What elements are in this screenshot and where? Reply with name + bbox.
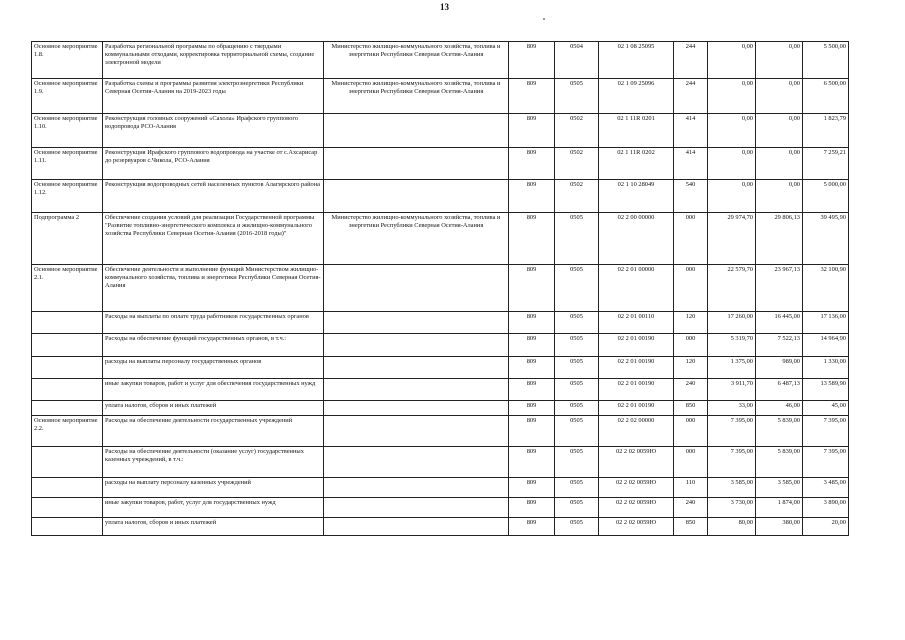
cell-status: Основное мероприятие 1.12.	[32, 180, 103, 213]
cell-status: Основное мероприятие 1.8.	[32, 42, 103, 79]
cell-y1: 0,00	[708, 79, 756, 114]
cell-y3: 17 136,00	[803, 312, 849, 334]
cell-rzpr: 0505	[555, 379, 599, 401]
cell-rzpr: 0505	[555, 213, 599, 265]
cell-rzpr: 0505	[555, 518, 599, 536]
cell-grbs: 809	[509, 265, 555, 312]
cell-status	[32, 334, 103, 357]
cell-y1: 0,00	[708, 148, 756, 180]
table-row	[32, 379, 849, 401]
cell-name: Расходы на выплаты по оплате труда работников государственных органов	[103, 312, 324, 334]
cell-executor	[324, 180, 509, 213]
cell-name: иные закупки товаров, работ, услуг для государственных нужд	[103, 498, 324, 518]
cell-executor	[324, 401, 509, 416]
cell-y3: 14 964,90	[803, 334, 849, 357]
table-row	[32, 312, 849, 334]
cell-grbs: 809	[509, 213, 555, 265]
cell-status	[32, 447, 103, 478]
cell-y2: 0,00	[756, 148, 803, 180]
cell-vr: 120	[674, 312, 708, 334]
table-row	[32, 518, 849, 536]
cell-y3: 32 100,90	[803, 265, 849, 312]
cell-grbs: 809	[509, 79, 555, 114]
cell-y3: 39 495,90	[803, 213, 849, 265]
cell-vr: 540	[674, 180, 708, 213]
cell-y3: 1 823,79	[803, 114, 849, 148]
table-row	[32, 478, 849, 498]
cell-y3: 45,00	[803, 401, 849, 416]
cell-name: расходы на выплаты персоналу государственных органов	[103, 357, 324, 379]
cell-csr: 02 2 02 00000	[599, 416, 674, 447]
cell-grbs: 809	[509, 379, 555, 401]
cell-csr: 02 2 01 00110	[599, 312, 674, 334]
cell-y3: 20,00	[803, 518, 849, 536]
cell-y1: 5 319,70	[708, 334, 756, 357]
cell-grbs: 809	[509, 518, 555, 536]
cell-vr: 414	[674, 114, 708, 148]
cell-y3: 3 485,00	[803, 478, 849, 498]
cell-grbs: 809	[509, 148, 555, 180]
cell-y1: 0,00	[708, 42, 756, 79]
cell-y2: 0,00	[756, 42, 803, 79]
cell-name: Реконструкция Ирафского группового водопровода на участке от с.Ахсарисар до резервуаров с.Чикола, РСО-Алания	[103, 148, 324, 180]
table-row	[32, 42, 849, 79]
table-row	[32, 498, 849, 518]
cell-executor	[324, 379, 509, 401]
cell-status	[32, 379, 103, 401]
cell-name: Разработка схемы и программы развития электроэнергетики Республики Северная Осетия-Алания на 2019-2023 годы	[103, 79, 324, 114]
cell-name: иные закупки товаров, работ и услуг для обеспечения государственных нужд	[103, 379, 324, 401]
cell-vr: 110	[674, 478, 708, 498]
cell-vr: 000	[674, 334, 708, 357]
cell-executor: Министерство жилищно-коммунального хозяйства, топлива и энергетики Республики Северная Осетия-Алания	[324, 213, 509, 265]
cell-executor	[324, 334, 509, 357]
cell-executor	[324, 265, 509, 312]
cell-y1: 7 395,00	[708, 416, 756, 447]
cell-csr: 02 2 02 0059Ю	[599, 447, 674, 478]
cell-vr: 000	[674, 213, 708, 265]
cell-grbs: 809	[509, 416, 555, 447]
table-row	[32, 447, 849, 478]
cell-rzpr: 0505	[555, 79, 599, 114]
cell-vr: 240	[674, 498, 708, 518]
cell-executor	[324, 447, 509, 478]
scan-speck	[543, 18, 545, 20]
cell-status: Основное мероприятие 2.1.	[32, 265, 103, 312]
cell-y2: 46,00	[756, 401, 803, 416]
page-number: 13	[440, 2, 449, 12]
cell-y1: 0,00	[708, 114, 756, 148]
cell-vr: 414	[674, 148, 708, 180]
cell-rzpr: 0505	[555, 416, 599, 447]
cell-name: Реконструкция головных сооружений «Сахола» Ирафского группового водопровода РСО-Алания	[103, 114, 324, 148]
cell-name: Расходы на обеспечение функций государственных органов, в т.ч.:	[103, 334, 324, 357]
cell-executor	[324, 357, 509, 379]
cell-vr: 120	[674, 357, 708, 379]
cell-status: Основное мероприятие 2.2.	[32, 416, 103, 447]
cell-grbs: 809	[509, 357, 555, 379]
cell-executor	[324, 312, 509, 334]
table-row	[32, 357, 849, 379]
cell-y1: 1 375,00	[708, 357, 756, 379]
cell-executor: Министерство жилищно-коммунального хозяйства, топлива и энергетики Республики Северная Осетия-Алания	[324, 79, 509, 114]
cell-csr: 02 2 02 0059Ю	[599, 498, 674, 518]
cell-y1: 80,00	[708, 518, 756, 536]
cell-csr: 02 2 01 00190	[599, 357, 674, 379]
cell-y2: 16 445,00	[756, 312, 803, 334]
cell-y3: 13 589,90	[803, 379, 849, 401]
cell-grbs: 809	[509, 478, 555, 498]
cell-vr: 850	[674, 518, 708, 536]
cell-csr: 02 1 11R 0201	[599, 114, 674, 148]
cell-csr: 02 1 11R 0202	[599, 148, 674, 180]
cell-name: Расходы на обеспечение деятельности (оказание услуг) государственных казенных учреждений, в т.ч.:	[103, 447, 324, 478]
cell-status: Подпрограмма 2	[32, 213, 103, 265]
cell-name: Реконструкция водопроводных сетей населенных пунктов Алагирского района	[103, 180, 324, 213]
cell-y1: 3 730,00	[708, 498, 756, 518]
cell-y1: 7 395,00	[708, 447, 756, 478]
cell-vr: 240	[674, 379, 708, 401]
cell-status	[32, 478, 103, 498]
cell-y2: 0,00	[756, 79, 803, 114]
cell-y3: 1 330,00	[803, 357, 849, 379]
cell-grbs: 809	[509, 498, 555, 518]
cell-rzpr: 0505	[555, 401, 599, 416]
cell-name: Обеспечение деятельности и выполнение функций Министерством жилищно-коммунального хозяйства, топлива и энергетики Республики Северная Осетия-Алания	[103, 265, 324, 312]
cell-csr: 02 2 02 0059Ю	[599, 518, 674, 536]
cell-y1: 3 585,00	[708, 478, 756, 498]
cell-y3: 7 259,21	[803, 148, 849, 180]
cell-y2: 5 839,00	[756, 416, 803, 447]
cell-y2: 5 839,00	[756, 447, 803, 478]
cell-y2: 6 487,13	[756, 379, 803, 401]
cell-name: Расходы на обеспечение деятельности государственных учреждений	[103, 416, 324, 447]
cell-csr: 02 2 00 00000	[599, 213, 674, 265]
cell-executor	[324, 518, 509, 536]
cell-rzpr: 0505	[555, 447, 599, 478]
cell-y2: 989,00	[756, 357, 803, 379]
cell-name: уплата налогов, сборов и иных платежей	[103, 401, 324, 416]
cell-y1: 29 974,70	[708, 213, 756, 265]
cell-csr: 02 1 09 25096	[599, 79, 674, 114]
cell-y2: 3 585,00	[756, 478, 803, 498]
cell-vr: 850	[674, 401, 708, 416]
cell-name: уплата налогов, сборов и иных платежей	[103, 518, 324, 536]
cell-rzpr: 0502	[555, 148, 599, 180]
cell-vr: 000	[674, 416, 708, 447]
table-row	[32, 114, 849, 148]
cell-y2: 380,00	[756, 518, 803, 536]
cell-rzpr: 0505	[555, 498, 599, 518]
cell-grbs: 809	[509, 312, 555, 334]
cell-executor	[324, 478, 509, 498]
cell-y2: 1 874,00	[756, 498, 803, 518]
cell-grbs: 809	[509, 334, 555, 357]
cell-rzpr: 0505	[555, 334, 599, 357]
table-row	[32, 180, 849, 213]
cell-status	[32, 401, 103, 416]
cell-status	[32, 357, 103, 379]
table-body	[32, 42, 849, 536]
cell-executor	[324, 498, 509, 518]
cell-y1: 22 579,70	[708, 265, 756, 312]
table-row	[32, 334, 849, 357]
cell-y3: 7 395,00	[803, 447, 849, 478]
cell-status: Основное мероприятие 1.9.	[32, 79, 103, 114]
cell-y2: 0,00	[756, 180, 803, 213]
cell-executor	[324, 148, 509, 180]
cell-y1: 33,00	[708, 401, 756, 416]
cell-status	[32, 498, 103, 518]
cell-y1: 0,00	[708, 180, 756, 213]
cell-executor: Министерство жилищно-коммунального хозяйства, топлива и энергетики Республики Северная Осетия-Алания	[324, 42, 509, 79]
cell-status	[32, 518, 103, 536]
table-row	[32, 148, 849, 180]
cell-vr: 000	[674, 265, 708, 312]
cell-executor	[324, 114, 509, 148]
cell-grbs: 809	[509, 447, 555, 478]
cell-name: расходы на выплату персоналу казенных учреждений	[103, 478, 324, 498]
cell-y1: 3 911,70	[708, 379, 756, 401]
cell-status	[32, 312, 103, 334]
cell-status: Основное мероприятие 1.10.	[32, 114, 103, 148]
cell-rzpr: 0502	[555, 180, 599, 213]
cell-rzpr: 0504	[555, 42, 599, 79]
cell-y3: 6 500,00	[803, 79, 849, 114]
cell-csr: 02 2 01 00190	[599, 334, 674, 357]
cell-status: Основное мероприятие 1.11.	[32, 148, 103, 180]
cell-y3: 5 500,00	[803, 42, 849, 79]
cell-y3: 5 000,00	[803, 180, 849, 213]
table-row	[32, 213, 849, 265]
cell-csr: 02 1 08 25095	[599, 42, 674, 79]
cell-rzpr: 0505	[555, 312, 599, 334]
cell-csr: 02 2 02 0059Ю	[599, 478, 674, 498]
table-row	[32, 265, 849, 312]
cell-rzpr: 0505	[555, 357, 599, 379]
cell-grbs: 809	[509, 42, 555, 79]
cell-executor	[324, 416, 509, 447]
table-row	[32, 79, 849, 114]
cell-y2: 23 967,13	[756, 265, 803, 312]
cell-rzpr: 0502	[555, 114, 599, 148]
cell-csr: 02 1 10 28049	[599, 180, 674, 213]
cell-y2: 0,00	[756, 114, 803, 148]
cell-vr: 000	[674, 447, 708, 478]
cell-grbs: 809	[509, 401, 555, 416]
cell-vr: 244	[674, 79, 708, 114]
cell-csr: 02 2 01 00190	[599, 379, 674, 401]
cell-grbs: 809	[509, 114, 555, 148]
cell-y3: 7 395,00	[803, 416, 849, 447]
cell-vr: 244	[674, 42, 708, 79]
table-row	[32, 416, 849, 447]
cell-csr: 02 2 01 00190	[599, 401, 674, 416]
cell-csr: 02 2 01 00000	[599, 265, 674, 312]
cell-y3: 3 890,00	[803, 498, 849, 518]
table-row	[32, 401, 849, 416]
cell-y2: 29 806,13	[756, 213, 803, 265]
cell-rzpr: 0505	[555, 478, 599, 498]
cell-y2: 7 522,13	[756, 334, 803, 357]
cell-y1: 17 260,00	[708, 312, 756, 334]
cell-name: Разработка региональной программы по обращению с твердыми коммунальными отходами, корректировка территориальной схемы, создание электронной модели	[103, 42, 324, 79]
cell-grbs: 809	[509, 180, 555, 213]
budget-table	[31, 41, 849, 536]
cell-rzpr: 0505	[555, 265, 599, 312]
cell-name: Обеспечение создания условий для реализации Государственной программы "Развитие топливно-энергетического комплекса и жилищно-коммунального хозяйства Республики Северная Осетия-Алания (2016-2018 годы)"	[103, 213, 324, 265]
